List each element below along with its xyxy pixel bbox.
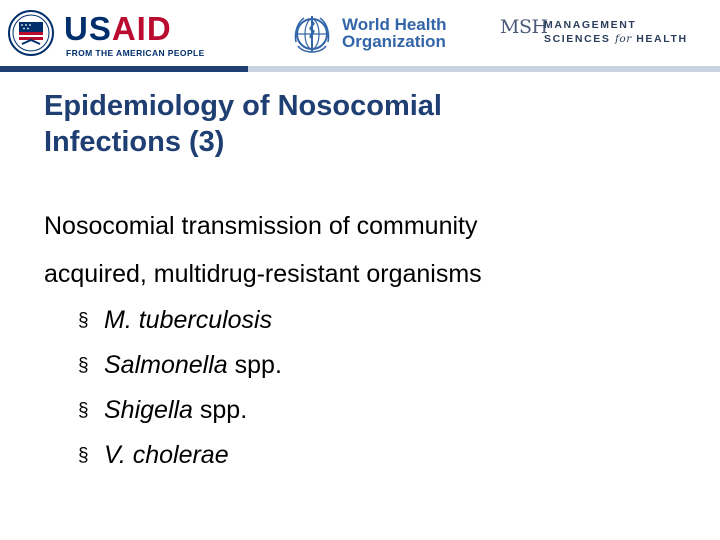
msh-logo <box>500 14 700 54</box>
who-emblem-icon <box>288 10 336 58</box>
who-line2: Organization <box>342 32 446 51</box>
header-rule-light <box>248 66 720 72</box>
who-line1: World Health <box>342 15 447 34</box>
usaid-tagline: FROM THE AMERICAN PEOPLE <box>66 48 205 58</box>
title-line1: Epidemiology of Nosocomial <box>44 90 442 122</box>
bullet-icon: § <box>78 445 89 466</box>
bullet-item: § V. cholerae <box>44 433 704 478</box>
who-wordmark <box>342 16 447 50</box>
logo-bar <box>0 0 720 66</box>
msh-line2: SCIENCES for HEALTH <box>544 33 688 45</box>
bullet-list <box>44 298 704 478</box>
usaid-logo <box>8 10 205 58</box>
title-line2: Infections (3) <box>44 126 225 158</box>
bullet-item: § Salmonella spp. <box>44 343 704 388</box>
who-logo <box>288 10 458 58</box>
usaid-seal-icon <box>8 10 54 56</box>
bullet-item: § Shigella spp. <box>44 388 704 433</box>
body-line2: acquired, multidrug-resistant organisms <box>44 260 482 288</box>
bullet-item: § M. tuberculosis <box>44 298 704 343</box>
bullet-icon: § <box>78 310 89 331</box>
msh-mark: MSH <box>500 16 548 38</box>
msh-wordmark <box>544 18 688 46</box>
msh-line1: MANAGEMENT <box>544 19 637 31</box>
slide-title <box>44 88 684 160</box>
slide-body <box>44 202 704 478</box>
body-line1: Nosocomial transmission of community <box>44 212 478 240</box>
bullet-icon: § <box>78 400 89 421</box>
bullet-icon: § <box>78 355 89 376</box>
usaid-wordmark: USAID <box>64 10 172 47</box>
